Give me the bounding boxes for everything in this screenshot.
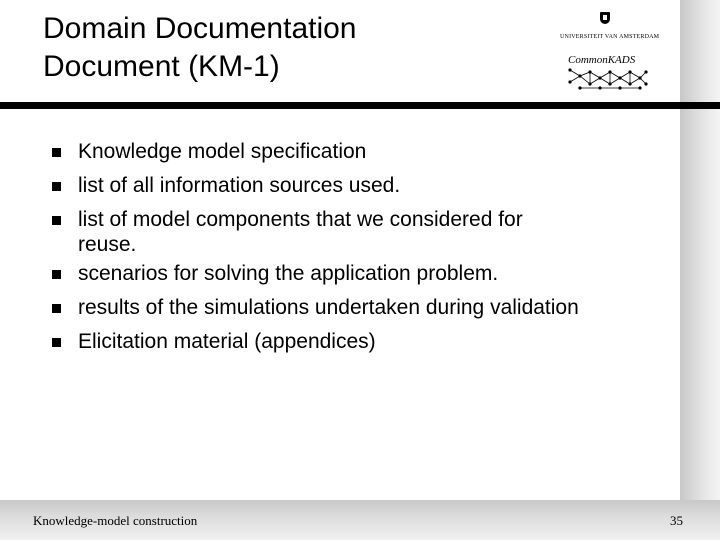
bullet-list	[50, 135, 670, 359]
list-item-text: list of model components that we considered for	[78, 208, 523, 231]
title-line-1: Domain Documentation	[43, 12, 357, 45]
commonkads-name: CommonKADS	[568, 54, 636, 66]
list-item-text: results of the simulations undertaken during validation	[78, 296, 579, 319]
footer-section-title: Knowledge-model construction	[33, 513, 198, 528]
page-number: 35	[670, 513, 683, 528]
list-item-text: Knowledge model specification	[78, 140, 367, 163]
list-item	[50, 135, 670, 169]
university-name: UNIVERSITEIT VAN AMSTERDAM	[560, 34, 660, 40]
slide-shadow-right	[680, 0, 720, 540]
list-item-text-continued: reuse.	[78, 233, 137, 256]
slide-title	[43, 10, 513, 86]
list-item	[50, 291, 670, 325]
list-item	[50, 169, 670, 203]
square-bullet-icon	[52, 338, 61, 347]
list-item	[50, 203, 670, 257]
square-bullet-icon	[52, 304, 61, 313]
square-bullet-icon	[52, 148, 61, 157]
square-bullet-icon	[52, 182, 61, 191]
list-item-text: list of all information sources used.	[78, 174, 401, 197]
title-line-2: Document (KM-1)	[43, 50, 280, 83]
title-divider	[0, 102, 720, 109]
university-crest-icon	[600, 12, 610, 24]
list-item	[50, 325, 670, 359]
square-bullet-icon	[52, 216, 61, 225]
list-item-text: Elicitation material (appendices)	[78, 330, 376, 353]
commonkads-logo	[566, 54, 650, 94]
list-item-text: scenarios for solving the application problem.	[78, 262, 499, 285]
commonkads-network-icon	[566, 66, 650, 92]
square-bullet-icon	[52, 270, 61, 279]
university-logo	[560, 12, 660, 40]
list-item	[50, 257, 670, 291]
